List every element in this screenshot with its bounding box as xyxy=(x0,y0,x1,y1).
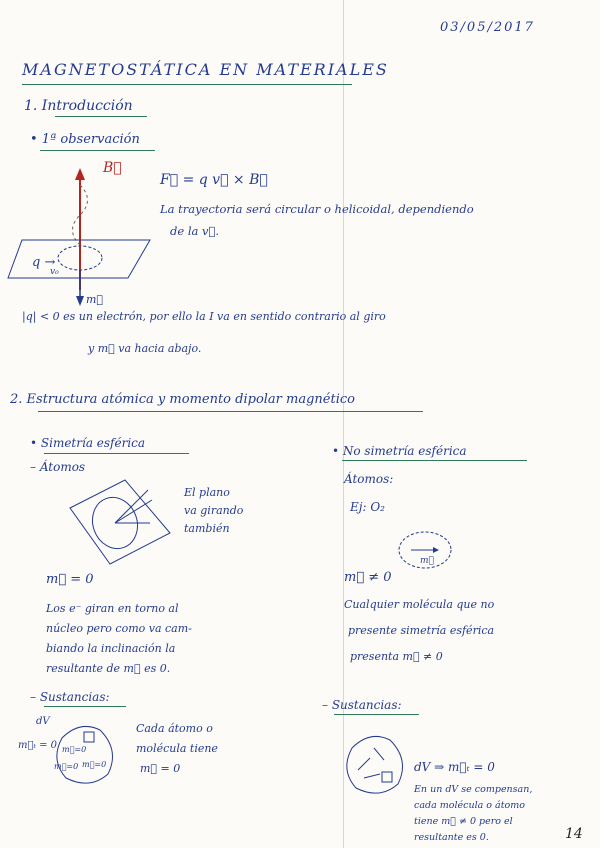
cell-moment-b: m⃗=0 xyxy=(54,762,79,771)
lorentz-diagram xyxy=(0,160,160,310)
atom-plane-diagram xyxy=(60,478,180,568)
compensation-line2: cada molécula o átomo xyxy=(414,800,525,811)
substances-heading-left: – Sustancias: xyxy=(30,690,110,704)
v0-label: v₀ xyxy=(50,267,59,277)
no-symmetry-underline xyxy=(342,460,527,461)
cell-moment-a: m⃗=0 xyxy=(62,745,87,754)
left-explanation-1: Los e⁻ giran en torno al xyxy=(46,602,179,615)
left-explanation-2: núcleo pero como va cam- xyxy=(46,622,192,635)
substance-blob-left xyxy=(50,720,120,790)
b-field-label: B⃗ xyxy=(103,160,122,176)
each-atom-line3: m⃗ = 0 xyxy=(140,762,181,775)
section2-heading: 2. Estructura atómica y momento dipolar magnético xyxy=(10,392,355,407)
substance-blob-right xyxy=(340,730,410,800)
observation-underline xyxy=(40,150,155,151)
trajectory-line2: de la v⃗. xyxy=(170,224,220,238)
trajectory-line1: La trayectoria será circular o helicoidal, dependiendo xyxy=(160,202,474,216)
left-explanation-4: resultante de m⃗ es 0. xyxy=(46,662,171,675)
compensation-line3: tiene m⃗ ≠ 0 pero el xyxy=(414,816,513,827)
each-atom-line1: Cada átomo o xyxy=(136,722,213,735)
page-number: 14 xyxy=(565,826,583,842)
moment-label: m⃗ xyxy=(86,293,104,306)
each-atom-line2: molécula tiene xyxy=(136,742,218,755)
plane-note-line1: El plano xyxy=(184,486,230,499)
compensation-line1: En un dV se compensan, xyxy=(414,784,533,795)
charge-label: q → xyxy=(32,255,56,270)
electron-note-line2: y m⃗ va hacia abajo. xyxy=(88,342,202,355)
moment-nonzero: m⃗ ≠ 0 xyxy=(344,570,392,585)
dv-moment-total: dV ⇒ m⃗ₜ = 0 xyxy=(414,760,495,774)
substances-underline-right xyxy=(334,714,419,715)
atoms-heading-left: – Átomos xyxy=(30,460,86,474)
o2-moment-label: m⃗ xyxy=(420,556,434,566)
cell-moment-c: m⃗=0 xyxy=(82,760,107,769)
plane-note-line3: también xyxy=(184,522,230,535)
section1-underline xyxy=(55,116,147,117)
section1-heading: 1. Introducción xyxy=(24,98,133,114)
no-symmetry-heading: • No simetría esférica xyxy=(332,444,467,458)
date: 03/05/2017 xyxy=(440,20,535,35)
spherical-symmetry-heading: • Simetría esférica xyxy=(30,436,146,450)
electron-note-line1: |q| < 0 es un electrón, por ello la I va en sentido contrario al giro xyxy=(22,310,386,323)
moment-zero-left: m⃗ = 0 xyxy=(46,572,94,587)
o2-example: Ej: O₂ xyxy=(350,500,385,514)
lorentz-formula: F⃗ = q v⃗ × B⃗ xyxy=(160,172,268,188)
right-explanation-2: presente simetría esférica xyxy=(348,624,495,637)
dv-label-left: dV xyxy=(36,716,50,727)
substances-underline-left xyxy=(44,706,126,707)
mt-label-left: m⃗ₜ = 0 xyxy=(18,740,58,751)
right-explanation-3: presenta m⃗ ≠ 0 xyxy=(350,650,443,663)
title-underline xyxy=(22,84,352,85)
observation-heading: • 1ª observación xyxy=(30,132,140,147)
right-explanation-1: Cualquier molécula que no xyxy=(344,598,495,611)
plane-note-line2: va girando xyxy=(184,504,244,517)
page-title: MAGNETOSTÁTICA EN MATERIALES xyxy=(22,60,389,79)
page-fold xyxy=(343,0,344,848)
section2-underline xyxy=(38,411,423,412)
left-explanation-3: biando la inclinación la xyxy=(46,642,176,655)
atoms-heading-right: Átomos: xyxy=(344,472,394,486)
substances-heading-right: – Sustancias: xyxy=(322,698,402,712)
spherical-underline xyxy=(44,453,189,454)
compensation-line4: resultante es 0. xyxy=(414,832,489,843)
